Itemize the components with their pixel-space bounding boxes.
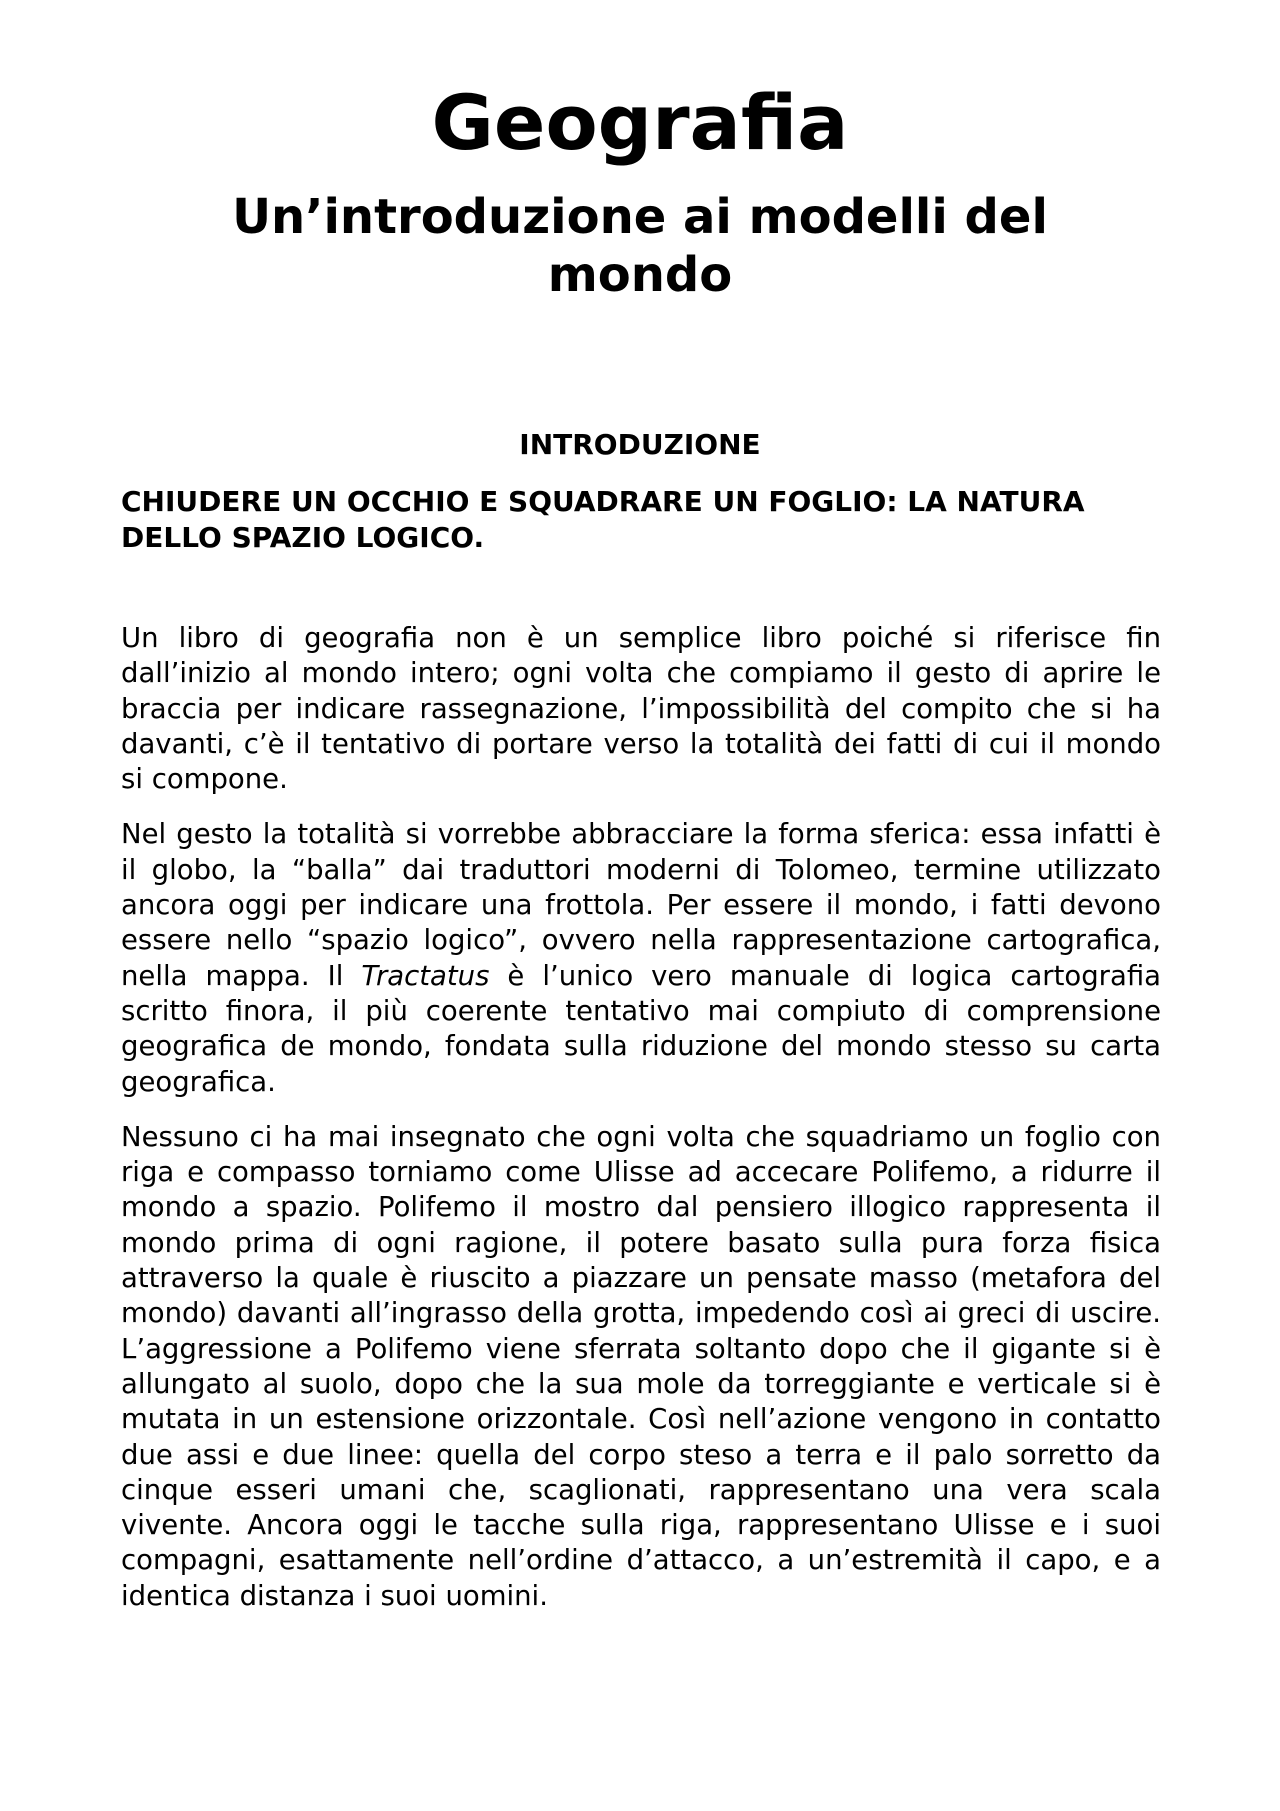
- paragraph-2-part-1: Nel gesto la totalità si vorrebbe abbracciare la forma sferica: essa infatti è il globo, la “balla” dai traduttori moderni di Tolomeo, termine utilizzato ancora oggi per indicare una frottola. Per essere il mondo, i fatti devono essere nello “spazio logico”, ovvero nella rappresentazione cartografica, nella mappa. Il: [121, 818, 1161, 992]
- body-text: [121, 621, 1161, 1634]
- paragraph-2: [121, 817, 1161, 1099]
- chapter-title: CHIUDERE UN OCCHIO E SQUADRARE UN FOGLIO: LA NATURA DELLO SPAZIO LOGICO.: [121, 485, 1085, 554]
- tractatus-italic: Tractatus: [361, 959, 490, 992]
- section-title: INTRODUZIONE: [519, 428, 761, 461]
- paragraph-1: Un libro di geografia non è un semplice libro poiché si riferisce fin dall’inizio al mondo intero; ogni volta che compiamo il gesto di aprire le braccia per indicare rassegnazione, l’impossibilità del compito che si ha davanti, c’è il tentativo di portare verso la totalità dei fatti di cui il mondo si compone.: [121, 622, 1161, 796]
- paragraph-2-part-2: è l’unico vero manuale di logica cartografia scritto finora, il più coerente tentativo mai compiuto di comprensione geografica de mondo, fondata sulla riduzione del mondo stesso su carta geografica.: [121, 959, 1161, 1098]
- document-title: Geografia: [431, 78, 849, 167]
- paragraph-3: Nessuno ci ha mai insegnato che ogni volta che squadriamo un foglio con riga e compasso torniamo come Ulisse ad accecare Polifemo, a ridurre il mondo a spazio. Polifemo il mostro dal pensiero illogico rappresenta il mondo prima di ogni ragione, il potere basato sulla pura forza fisica attraverso la quale è riuscito a piazzare un pensate masso (metafora del mondo) davanti all’ingrasso della grotta, impedendo così ai greci di uscire. L’aggressione a Polifemo viene sferrata soltanto dopo che il gigante si è allungato al suolo, dopo che la sua mole da torreggiante e verticale si è mutata in un estensione orizzontale. Così nell’azione vengono in contatto due assi e due linee: quella del corpo steso a terra e il palo sorretto da cinque esseri umani che, scaglionati, rappresentano una vera scala vivente. Ancora oggi le tacche sulla riga, rappresentano Ulisse e i suoi compagni, esattamente nell’ordine d’attacco, a un’estremità il capo, e a identica distanza i suoi uomini.: [121, 1120, 1161, 1612]
- document-subtitle: Un’introduzione ai modelli del mondo: [232, 189, 1048, 303]
